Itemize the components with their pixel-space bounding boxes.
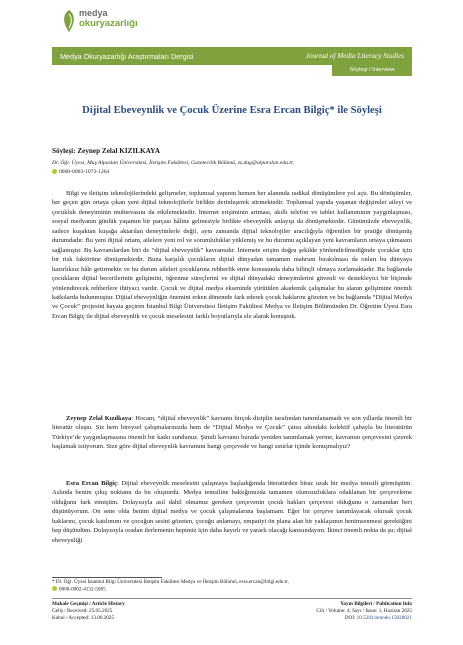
journal-name-tr: Medya Okuryazarlığı Araştırmaları Dergisi — [60, 52, 194, 61]
orcid-number: 0000-0003-1073-1264 — [59, 169, 110, 175]
doi-link[interactable]: 10.5281/zenodo.15828021 — [356, 615, 412, 622]
footnote-orcid — [52, 586, 289, 594]
article-title: Dijital Ebeveynlik ve Çocuk Üzerine Esra Ercan Bilgiç* ile Söyleşi — [82, 105, 382, 116]
footnote-divider — [52, 577, 162, 578]
orcid-icon — [52, 586, 57, 591]
answer-speaker: Esra Ercan Bilgiç — [66, 480, 117, 487]
doi-prefix: DOI: — [344, 615, 357, 622]
journal-logo — [60, 8, 150, 38]
section-tag: Söyleşi / Interview — [332, 65, 412, 76]
answer-paragraph — [52, 479, 412, 545]
question-speaker: Zeynep Zelal Kızılkaya — [66, 415, 132, 422]
answer-text: : Dijital ebeveynlik meselesini çalışmaya başladığımda literatürden biraz uzak bir medya temsili görmüştüm. Aslında benim çıkış noktamı da bu oluşturdu. Medya temsiline baktığımızda tamamen olumsuzluklara odaklanan bir çerçeveleme olduğunu fark etmiştim. Dolayısıyla asıl dahil olmamız gereken çerçevenin çocuk hakları çerçevesi olduğunu o zamandan beri düşünüyorum. On sene olda benim dijital medya ve çocuk çalışmalarına başlamam. Eğer bir çerçeve tanımlayacak olursak çocuk haklarını, çocuk katılımını ve çocuğun sesini gözeten, çocuğu anlamayı, empatiyi ön plana alan bir yaklaşımın benimsenmesi gerektiğini hep düşündüm. Dolayısıyla oradan ilerlemenin hepimiz için daha hayırlı ve yararlı olacağı kanısındayım. İkinci önemli nokta da şu; dijital ebeveynliği — [52, 480, 412, 544]
publication-info — [262, 601, 412, 623]
article-history — [52, 601, 125, 623]
logo-word-medya: medya — [79, 8, 108, 18]
interviewer-line: Söyleşi: Zeynep Zelal KIZILKAYA — [52, 147, 160, 155]
publication-label: Yayın Bilgileri / Publication Info — [340, 601, 412, 607]
journal-banner — [52, 47, 412, 65]
orcid-icon — [52, 169, 57, 174]
intro-paragraph: Bilgi ve iletişim teknolojilerindeki gelişmeler, toplumsal yapının hemen her alanında radikal dönüşümlere yol açtı. Bu dönüşümler, her geçen gün ortaya çıkan yeni dijital teknolojilerle birlikte derinleşerek sürmektedir. Toplumsal yapıda yaşanan değişimler aileyi ve çocukluk deneyiminin muhtevasını da etkilemektedir. İnternet erişiminin artması, akıllı telefon ve tablet kullanımının yaygınlaşması, sosyal medyanın günlük yaşamın bir parçası hâline gelmesiyle birlikte ebeveynlik anlayışı da dönüşmektedir. Günümüzde ebeveynlik, sadece kuşaktan kuşağa aktarılan deneyimlerle değil, aynı zamanda dijital teknolojiler aracılığıyla öğrenilen bir pratiğe dönüşmüş durumdadır. Bu yeni dijital ortam, ailelere yeni rol ve sorumluluklar yüklemiş ve bu durumu açıklayan yeni kavramların ortaya çıkmasını sağlamıştır. Bu kavramlardan biri de “dijital ebeveynlik” kavramıdır. İnternete erişim doğru şekilde yönlendirilmediğinde çocuklar için bir risk faktörüne dönüşmektedir. Buna karşılık çocukların dijital dünyadan tamamen mahrum bırakılması da onları bu dünyaya hazırlıksız hâle getirmekte ve bu durum aileleri çocuklarına rehberlik etme konusunda daha bilinçli olmaya zorlamaktadır. Bu bağlamda çocukların dijital becerilerinin gelişimini, öğrenme süreçlerini ve dijital dünyadaki deneyimlerini güvenli ve destekleyici bir biçimde yönlendirecek rehberlere ihtiyacı vardır. Çocuk ve dijital medya ekseninde yürütülen akademik çalışmalar bu alanın gelişimine önemli katkılarda bulunmuştur. Dijital ebeveynliğin önemini erken dönemde fark ederek çocuk haklarını gözeten ve bu bağlamda “Dijital Medya ve Çocuk” projesini hayata geçiren İstanbul Bilgi Üniversitesi İletişim Fakültesi Medya ve İletişim Bölümünden Dr. Öğretim Üyesi Esra Ercan Bilgiç ile dijital ebeveynlik ve çocuk meselesini farklı boyutlarıyla ele alarak konuştuk. — [52, 190, 412, 320]
question-text: : Hocam, “dijital ebeveynlik” kavramı birçok disiplin tarafından tanımlanamadı ve son yıllarda önemli bir literatür oluştu. Siz hem bireysel çalışmalarınızda hem de “Dijital Medya ve Çocuk” çatısı altındaki kolektif çabayla bu literatürün Türkiye’de yaygınlaşmasına önemli bir katkı sundunuz. Şimdi kavramı burada yeniden tanımlamak yerine, kavramın çerçevesini çizerek başlamak istiyorum. Size göre dijital ebeveynlik kavramını hangi çerçevede ve hangi sınırlar içinde konuşmalıyız? — [52, 415, 412, 451]
question-paragraph — [52, 414, 412, 452]
footnote-affiliation: * Dr. Öğr. Üyesi İstanbul Bilgi Üniversitesi İletişim Fakültesi Medya ve İletişim Bölümü, esra.ercan@bilgi.edu.tr, — [52, 579, 289, 585]
journal-name-en: Journal of Media Literacy Studies — [305, 52, 404, 60]
footnote-orcid-number: 0000-0002-4132-5085 — [59, 586, 106, 593]
volume-issue: Cilt / Volume: 4, Sayı / Issue: 1, Haziran 2025 — [316, 608, 412, 615]
received-date: Geliş / Received: 25.05.2025 — [52, 608, 113, 615]
author-affiliation: Dr. Öğr. Üyesi, Muş Alpaslan Üniversitesi, İletişim Fakültesi, Gazetecilik Bölümü, zz.dag@alparslan.edu.tr, — [52, 160, 294, 166]
author-orcid — [52, 168, 109, 176]
footnote — [52, 579, 289, 594]
meta-divider — [52, 598, 412, 599]
logo-word-okuryazarligi: okuryazarlığı — [79, 18, 138, 29]
leaf-logo-icon — [60, 8, 78, 34]
accepted-date: Kabul / Accepted: 13.06.2025 — [52, 615, 115, 622]
history-label: Makale Geçmişi / Article History — [52, 601, 125, 607]
doi-line — [262, 615, 412, 622]
